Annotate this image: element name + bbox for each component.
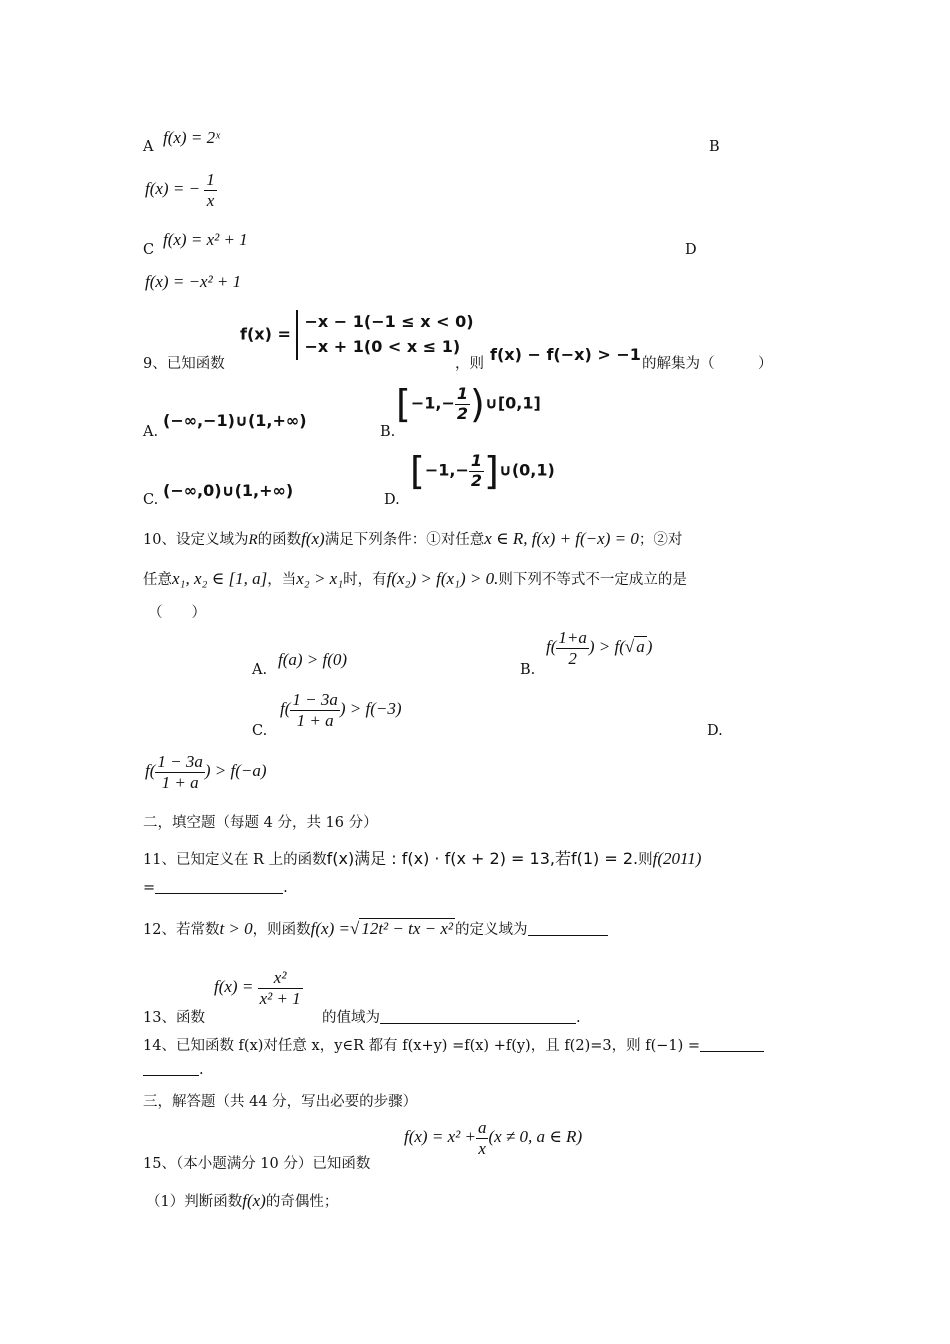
- q9-d-den: 2: [470, 470, 482, 490]
- q10-option-a-expr: f(a) > f(0): [278, 650, 348, 669]
- q8-option-b-lhs: f(x) = −: [145, 178, 201, 198]
- q8-option-a-expr: f(x) = 2ˣ: [163, 128, 220, 147]
- q10-cond-4: f(x₂) > f(x₁) > 0.: [386, 569, 499, 588]
- q9-option-c-expr: (−∞,0)∪(1,+∞): [163, 481, 294, 500]
- q9-option-d-letter: D.: [384, 492, 400, 508]
- q13-expr: [214, 968, 303, 1008]
- q13-answer-blank[interactable]: [380, 1009, 576, 1024]
- q9-inequality: f(x) − f(−x) > −1: [490, 345, 641, 364]
- q13-end: .: [576, 1010, 581, 1026]
- q14-line: [143, 1034, 764, 1055]
- q11-answer-blank[interactable]: [155, 879, 283, 894]
- section-2-heading: 二，填空题（每题 4 分，共 16 分）: [143, 815, 378, 831]
- q15-prefix: 15、（本小题满分 10 分）已知函数: [143, 1156, 371, 1172]
- q13-num: x²: [258, 968, 303, 989]
- q9-b-frac: [455, 385, 470, 423]
- q11-equals: =: [143, 880, 156, 896]
- q10-b-rad: a: [636, 636, 645, 656]
- q14-line-2: [143, 1061, 204, 1078]
- q12-b: ，则函数: [252, 922, 311, 938]
- q12-a: 12、若常数: [143, 922, 220, 938]
- q9-d-union: ∪: [498, 460, 512, 480]
- q15-expr: [404, 1118, 582, 1158]
- q9-b-den: 2: [456, 403, 468, 423]
- q10-l1-fx: f(x): [301, 529, 325, 548]
- q10-l2-b: ，当: [267, 572, 297, 588]
- q10-option-c-letter: C.: [252, 723, 268, 739]
- q10-c-post: ) > f(−3): [339, 698, 402, 718]
- q10-d-pre: f(: [145, 760, 156, 780]
- q12-answer-blank[interactable]: [528, 921, 608, 936]
- q13-den: x² + 1: [259, 988, 301, 1008]
- q10-line-1: [143, 528, 682, 549]
- q10-l2-a: 任意: [143, 572, 172, 588]
- q10-c-frac: [290, 690, 339, 730]
- q12-c: 的定义域为: [455, 922, 528, 938]
- q10-b-pre: f(: [546, 636, 557, 656]
- q10-d-num: 1 − 3a: [157, 752, 203, 771]
- q10-line-2: [143, 568, 687, 589]
- q13-tail: [322, 1006, 581, 1027]
- q10-option-a-letter: A.: [252, 662, 268, 678]
- q10-d-den: 1 + a: [161, 772, 199, 792]
- q15-p1-a: （1）判断函数: [146, 1194, 243, 1210]
- q10-d-frac: [155, 752, 204, 792]
- q11-answer-line: [143, 879, 288, 896]
- q9-d-tail: (0,1): [511, 460, 555, 480]
- q14-end: .: [199, 1062, 204, 1078]
- q12-t: t > 0: [219, 919, 253, 938]
- q9-option-c-letter: C.: [143, 492, 159, 508]
- q9-mid: ，则: [455, 356, 484, 372]
- q10-option-b-expr: [546, 628, 652, 668]
- q8-option-c-expr: f(x) = x² + 1: [163, 230, 248, 249]
- q13-frac: [258, 968, 303, 1008]
- q15-den: x: [478, 1138, 486, 1158]
- q9-b-num: 1: [456, 384, 468, 404]
- q9-b-bracket-open: [: [396, 382, 411, 426]
- q10-c-num: 1 − 3a: [292, 690, 338, 709]
- q9-d-bracket-open: [: [410, 449, 425, 493]
- q12-line: [143, 918, 608, 939]
- q11-condition: f(x)满足 : f(x) · f(x + 2) = 13,若f(1) = 2.: [326, 849, 639, 868]
- q10-option-c-expr: [280, 690, 402, 730]
- q10-c-den: 1 + a: [296, 710, 334, 730]
- q8-option-d-letter: D: [685, 242, 697, 258]
- q11-c: 则: [638, 852, 653, 868]
- q13-f: f(x) =: [214, 976, 254, 996]
- q8-option-a-letter: A: [143, 139, 154, 155]
- q15-part-1: [146, 1190, 338, 1211]
- q9-b-paren-close: ): [470, 382, 485, 426]
- q9-case-2: −x + 1(0 < x ≤ 1): [304, 336, 461, 356]
- q10-b-post: ) > f(√: [588, 636, 635, 656]
- q10-l1-R: R: [248, 532, 258, 548]
- q9-b-left: −1,−: [410, 393, 455, 413]
- q10-b-den: 2: [568, 648, 577, 668]
- q10-l2-d: 则下列不等式不一定成立的是: [498, 572, 687, 588]
- q9-option-d-expr: [410, 449, 555, 493]
- q10-cond-3: x₂ > x₁: [296, 569, 344, 588]
- q9-prefix: 9、已知函数: [143, 356, 225, 372]
- q15-num: a: [477, 1118, 487, 1137]
- q10-b-end: ): [646, 636, 653, 656]
- q10-option-b-letter: B.: [520, 662, 536, 678]
- q10-d-post: ) > f(−a): [204, 760, 267, 780]
- q9-b-union: ∪: [484, 393, 498, 413]
- q9-piecewise: [240, 310, 474, 360]
- q9-case-1: −x − 1(−1 ≤ x < 0): [304, 312, 474, 331]
- q8-option-d-expr: f(x) = −x² + 1: [145, 272, 242, 291]
- q10-l1-b: 的函数: [257, 532, 302, 548]
- q10-l2-c: 时，有: [343, 572, 387, 588]
- q10-option-d-expr: [145, 752, 267, 792]
- q12-f: f(x) =: [310, 919, 350, 938]
- q12-sqrt-sign: √: [349, 919, 360, 938]
- q14-text: 14、已知函数 f(x)对任意 x，y∈R 都有 f(x+y) =f(x) +f(y)，且 f(2)=3，则 f(−1) =: [143, 1038, 701, 1054]
- q10-option-d-letter: D.: [707, 723, 723, 739]
- q8-b-num: 1: [206, 170, 215, 189]
- q15-p1-f: f(x): [242, 1191, 266, 1210]
- q10-paren: （ ）: [148, 605, 206, 621]
- q12-radicand: 12t² − tx − x²: [361, 919, 453, 938]
- q11-line: [143, 846, 701, 869]
- q9-option-a-expr: (−∞,−1)∪(1,+∞): [163, 411, 307, 430]
- q10-b-frac: [556, 628, 588, 668]
- q10-b-num: 1+a: [558, 628, 587, 647]
- q9-d-num: 1: [470, 451, 482, 471]
- q15-cond: (x ≠ 0, a ∈ R): [488, 1126, 583, 1146]
- q9-b-tail: [0,1]: [497, 393, 541, 413]
- q9-option-b-letter: B.: [380, 424, 396, 440]
- q10-cond-2: x₁, x₂ ∈ [1, a]: [172, 569, 268, 588]
- q8-b-den: x: [206, 190, 215, 210]
- q8-option-b-expr: [145, 170, 217, 210]
- q10-cond-1: x ∈ R, f(x) + f(−x) = 0: [484, 529, 639, 548]
- q13-b: 的值域为: [322, 1010, 380, 1026]
- q14-answer-blank-2[interactable]: [143, 1061, 199, 1076]
- q8-option-b-frac: [204, 170, 217, 210]
- q10-l1-d: ；②对: [638, 532, 683, 548]
- q15-f: f(x) = x² +: [404, 1126, 476, 1146]
- q9-option-b-expr: [396, 382, 541, 426]
- q8-option-b-letter: B: [709, 139, 720, 155]
- q11-a: 11、已知定义在 R 上的函数: [143, 852, 327, 868]
- q14-answer-blank-1[interactable]: [700, 1037, 764, 1052]
- q9-option-a-letter: A.: [143, 424, 159, 440]
- q13-prefix: 13、函数: [143, 1010, 205, 1026]
- q11-end: .: [283, 880, 288, 896]
- section-3-heading: 三，解答题（共 44 分，写出必要的步骤）: [143, 1094, 418, 1110]
- q10-l1-a: 10、设定义域为: [143, 532, 249, 548]
- q9-d-frac: [469, 452, 484, 490]
- q9-cases: [296, 310, 473, 360]
- q15-frac: [476, 1118, 489, 1158]
- q10-l1-c: 满足下列条件：①对任意: [324, 532, 485, 548]
- q10-c-pre: f(: [280, 698, 291, 718]
- q9-suffix: 的解集为（ ）: [642, 356, 773, 372]
- q9-d-bracket-close: ]: [484, 449, 499, 493]
- q11-target: f(2011): [652, 849, 702, 868]
- q9-f-label: f(x) =: [240, 324, 291, 344]
- q15-p1-b: 的奇偶性；: [265, 1194, 339, 1210]
- q9-d-left: −1,−: [424, 460, 469, 480]
- q8-option-c-letter: C: [143, 242, 155, 258]
